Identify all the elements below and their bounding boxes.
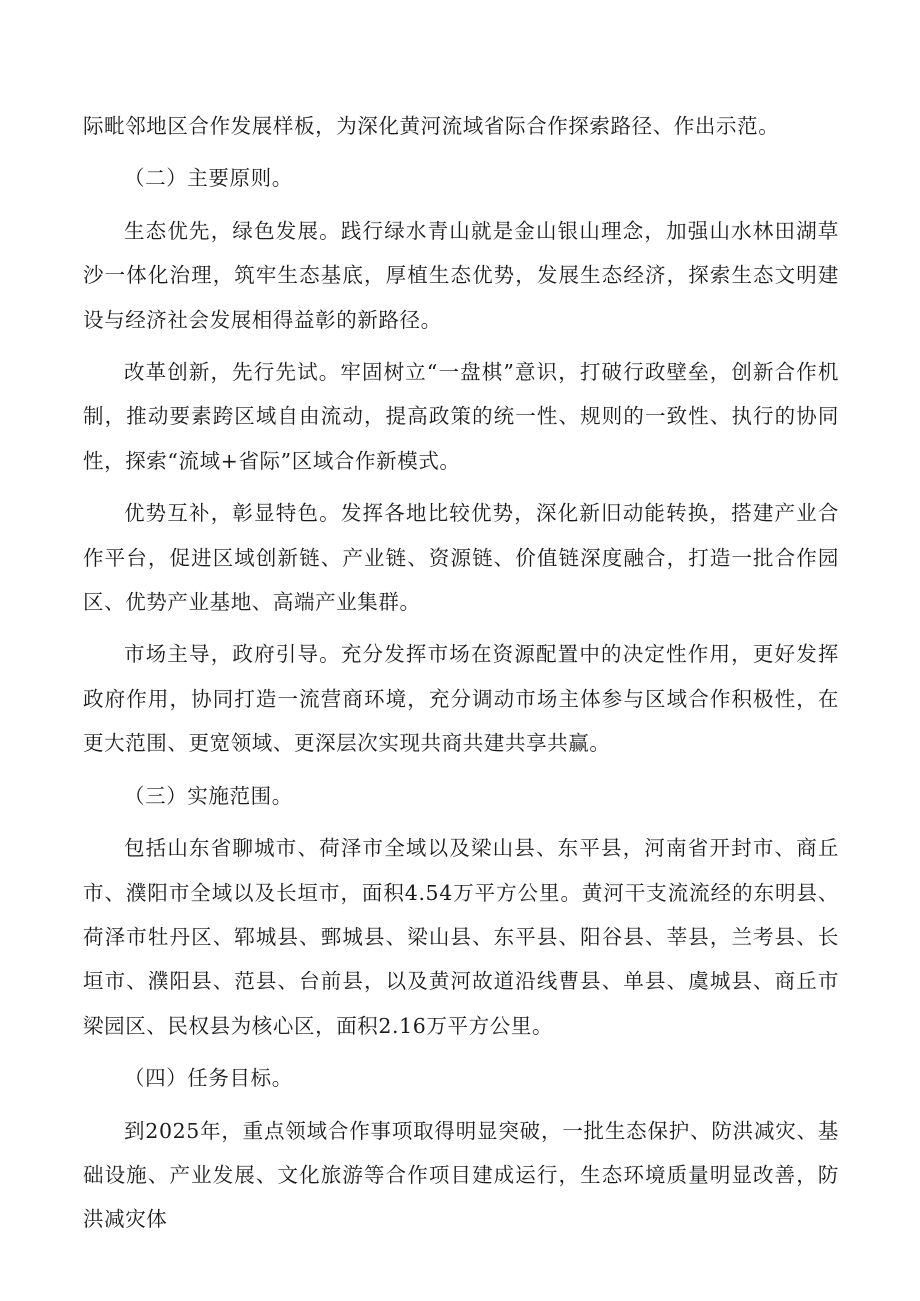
- document-page: [83, 104, 839, 1242]
- paragraph-reform-innovation: 改革创新，先行先试。牢固树立“一盘棋”意识，打破行政壁垒，创新合作机制，推动要素跨区域自由流动，提高政策的统一性、规则的一致性、执行的协同性，探索“流域+省际”区域合作新模式。: [83, 360, 839, 473]
- paragraph-market-led: 市场主导，政府引导。充分发挥市场在资源配置中的决定性作用，更好发挥政府作用，协同打造一流营商环境，充分调动市场主体参与区域合作积极性，在更大范围、更宽领域、更深层次实现共商共建共享共赢。: [83, 642, 839, 756]
- paragraph-intro-continuation: 际毗邻地区合作发展样板，为深化黄河流域省际合作探索路径、作出示范。: [83, 114, 780, 138]
- paragraph-complementary-advantages: 优势互补，彰显特色。发挥各地比较优势，深化新旧动能转换，搭建产业合作平台，促进区域创新链、产业链、资源链、价值链深度融合，打造一批合作园区、优势产业基地、高端产业集群。: [83, 501, 839, 615]
- section-heading-scope: （三）实施范围。: [124, 783, 293, 808]
- paragraph-goals-2025: 到2025年，重点领域合作事项取得明显突破，一批生态保护、防洪减灾、基础设施、产业发展、文化旅游等合作项目建成运行，生态环境质量明显改善，防洪减灾体: [83, 1118, 839, 1232]
- paragraph-ecology-first: 生态优先，绿色发展。践行绿水青山就是金山银山理念，加强山水林田湖草沙一体化治理，筑牢生态基底，厚植生态优势，发展生态经济，探索生态文明建设与经济社会发展相得益彰的新路径。: [83, 218, 839, 332]
- section-heading-task-goals: （四）任务目标。: [124, 1066, 293, 1091]
- paragraph-scope-detail: 包括山东省聊城市、荷泽市全域以及梁山县、东平县，河南省开封市、商丘市、濮阳市全域以及长垣市，面积4.54万平方公里。黄河干支流流经的东明县、荷泽市牡丹区、郓城县、鄄城县、梁山县、东平县、阳谷县、莘县，兰考县、长垣市、濮阳县、范县、台前县，以及黄河故道沿线曹县、单县、虞城县、商丘市梁园区、民权县为核心区，面积2.16万平方公里。: [83, 836, 839, 1038]
- section-heading-main-principles: （二）主要原则。: [124, 166, 293, 191]
